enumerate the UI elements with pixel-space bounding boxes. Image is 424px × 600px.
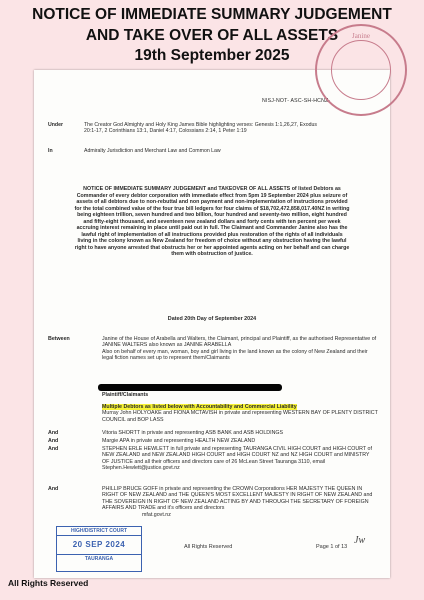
debtor-1: Murray John HOLYOAKE and FIONA MCTAVISH in private and representing WESTERN BAY OF PLENTY DISTRICT COUNCIL and BOP LASS <box>102 410 378 423</box>
document-reference: NISJ-NOT- ASC-SH-HCNZ- <box>262 98 331 104</box>
document-page <box>34 70 390 578</box>
and-label: And <box>48 430 59 436</box>
plaintiff-label: Plaintiff/Claimants <box>102 392 149 398</box>
and-label: And <box>48 446 59 452</box>
court-received-stamp <box>56 526 142 572</box>
in-text: Admiralty Jurisdiction and Merchant Law and Common Law <box>84 148 221 154</box>
debtor-5: PHILLIP BRUCE GOFF in private and representing the CROWN Corporations HER MAJESTY THE QUEEN IN RIGHT OF NEW ZEALAND and THE QUEEN'S MOST EXCELLENT MAJESTY IN RIGHT OF NEW ZEALAND and THE SOVEREIGN IN RIGHT OF NEW ZEALAND ACTING BY AND THROUGH THE SECRETARY OF FOREIGN AFFAIRS AND TRADE and it's officers and directors <box>102 486 373 512</box>
between-row <box>48 336 378 362</box>
debtor-5-row <box>48 486 378 518</box>
headline-line-1: NOTICE OF IMMEDIATE SUMMARY JUDGEMENT <box>32 6 392 23</box>
dated-line: Dated 20th Day of September 2024 <box>167 316 257 322</box>
debtors-heading-row <box>48 404 378 423</box>
signature-initials: Jw <box>354 535 366 546</box>
headline-line-2: AND TAKE OVER OF ALL ASSETS <box>85 27 339 44</box>
debtor-3: Margie APA in private and representing HEALTH NEW ZEALAND <box>102 438 256 444</box>
plaintiff-row <box>48 392 378 398</box>
in-row <box>48 148 378 154</box>
in-label: In <box>48 148 53 154</box>
seal-name: Janine <box>352 32 370 40</box>
debtor-2: Vitoria SHORTT in private and representing ASB BANK and ASB HOLDINGS <box>102 430 284 436</box>
under-label: Under <box>48 122 63 128</box>
debtor-4-row <box>48 446 378 472</box>
debtor-4: STEPHEN ERLE HEWLETT in full private and representing TAURANGA CIVIL HIGH COURT and HIGH COURT of NEW ZEALAND and NEW ZEALAND HIGH COURT and HIGH COURT NZ and NZ HIGH COURT and MINISTRY OF JUSTICE and all their officers and directors care of 26 McLean Street Tauranga 3110, email Stephen.Hewlett@justice.govt.nz <box>102 446 372 472</box>
debtor-3-row <box>48 438 378 444</box>
and-label: And <box>48 486 59 492</box>
court-stamp-title: HIGH/DISTRICT COURT <box>57 527 141 536</box>
all-rights-reserved: All Rights Reserved <box>8 578 89 588</box>
and-label: And <box>48 438 59 444</box>
debtor-2-row <box>48 430 378 436</box>
between-text: Janine of the House of Arabella and Walters, the Claimant, principal and Plaintiff, as the authorised Representative of JANINE WALTERS also known as JANINE ARABELLA <box>102 336 377 349</box>
court-stamp-place: TAURANGA <box>57 554 141 564</box>
redaction-bar <box>98 384 282 391</box>
between-label: Between <box>48 336 70 342</box>
between-text-2: Also on behalf of every man, woman, boy and girl living in the land known as the colony of New Zealand and their legal fiction names set up to represent them/Claimants <box>102 348 368 362</box>
janine-seal <box>315 24 407 116</box>
seal-inner-ring <box>331 40 391 100</box>
under-row <box>48 122 378 135</box>
email-tail: mfat.govt.nz <box>142 511 171 518</box>
page-number: Page 1 of 13 <box>316 544 348 550</box>
under-text: The Creator God Almighty and Holy King James Bible highlighting verses: Genesis 1:1,26,27, Exodus 20:1-17, 2 Corinthians 13:1, Daniel 4:17, Colossians 2:14, 1 Peter 1:19 <box>84 122 317 135</box>
court-stamp-date: 20 SEP 2024 <box>72 540 126 549</box>
notice-body: NOTICE OF IMMEDIATE SUMMARY JUDGEMENT and TAKEOVER OF ALL ASSETS of listed Debtors as Commander of every debtor corporation with immediate effect from 5pm 19 September 2024 plus seizure of assets of all debtors due to non-rebuttal and non payment and non-implementation of instructions provided for the total combined value of the four true bill ledgers for four claims of $18,702,472,858,017.40NZ in writing being eighteen trillion, seven hundred and two billion, four hundred and seventy-two million, eight hundred and fifty-eight thousand, and seventeen new zealand dollars and forty cents with ten percent per week accruing interest remaining in place until paid out in full. The Claimant and Commander Janine also has the lawful right of implementation of all instructions provided plus restoration of the rights of all individuals living in the colony known as New Zealand for freedom of choice without any obstruction having the lawful right to have anyone arrested that obstructs her or her appointed agents acting on her behalf and can charge them with obstruction of justice. <box>74 186 350 257</box>
headline-date: 19th September 2025 <box>134 47 290 64</box>
debtors-highlight: Multiple Debtors as listed below with Accountability and Commercial Liability <box>102 404 297 410</box>
page-rights: All Rights Reserved <box>184 544 233 550</box>
